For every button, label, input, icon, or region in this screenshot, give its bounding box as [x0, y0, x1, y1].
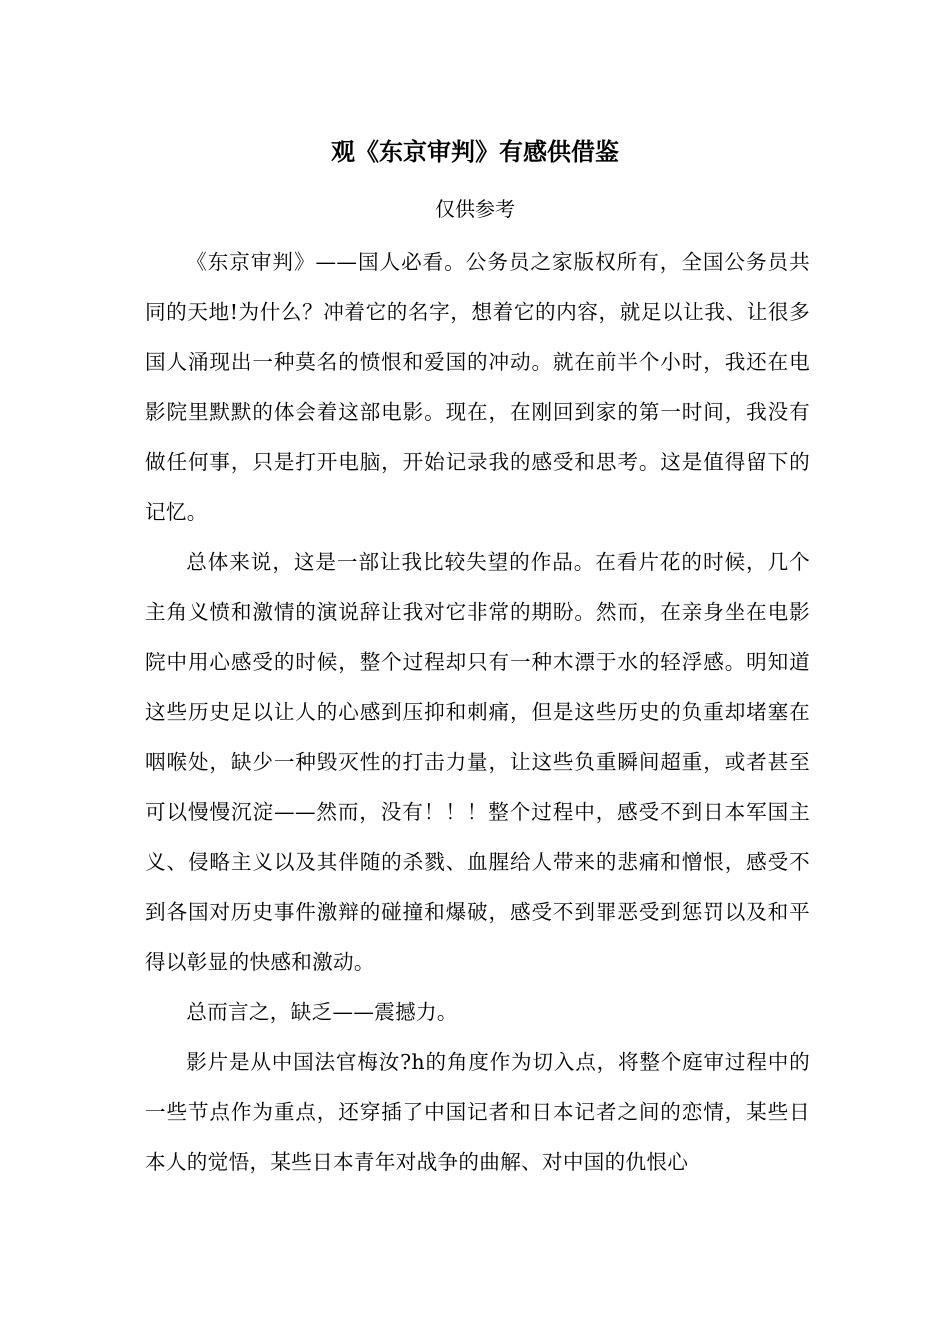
document-title: 观《东京审判》有感供借鉴: [331, 138, 619, 166]
paragraph: 总体来说，这是一部让我比较失望的作品。在看片花的时候，几个主角义愤和激情的演说辞让我对它非常的期盼。然而，在亲身坐在电影院中用心感受的时候，整个过程却只有一种木漂于水的轻浮感。明知道这些历史足以让人的心感到压抑和刺痛，但是这些历史的负重却堵塞在咽喉处，缺少一种毁灭性的打击力量，让这些负重瞬间超重，或者甚至可以慢慢沉淀——然而，没有！！！整个过程中，感受不到日本军国主义、侵略主义以及其伴随的杀戮、血腥给人带来的悲痛和憎恨，感受不到各国对历史事件激辩的碰撞和爆破，感受不到罪恶受到惩罚以及和平得以彰显的快感和激动。: [145, 550, 810, 974]
document-subtitle: 仅供参考: [435, 197, 515, 221]
paragraph: 总而言之，缺乏——震撼力。: [186, 1000, 458, 1024]
document-body: [145, 237, 810, 1187]
paragraph: 影片是从中国法官梅汝?h的角度作为切入点，将整个庭审过程中的一些节点作为重点，还穿插了中国记者和日本记者之间的恋情，某些日本人的觉悟，某些日本青年对战争的曲解、对中国的仇恨心: [145, 1050, 810, 1174]
paragraph: 《东京审判》——国人必看。公务员之家版权所有，全国公务员共同的天地!为什么？冲着它的名字，想着它的内容，就足以让我、让很多国人涌现出一种莫名的愤恨和爱国的冲动。就在前半个小时，我还在电影院里默默的体会着这部电影。现在，在刚回到家的第一时间，我没有做任何事，只是打开电脑，开始记录我的感受和思考。这是值得留下的记忆。: [145, 250, 810, 524]
